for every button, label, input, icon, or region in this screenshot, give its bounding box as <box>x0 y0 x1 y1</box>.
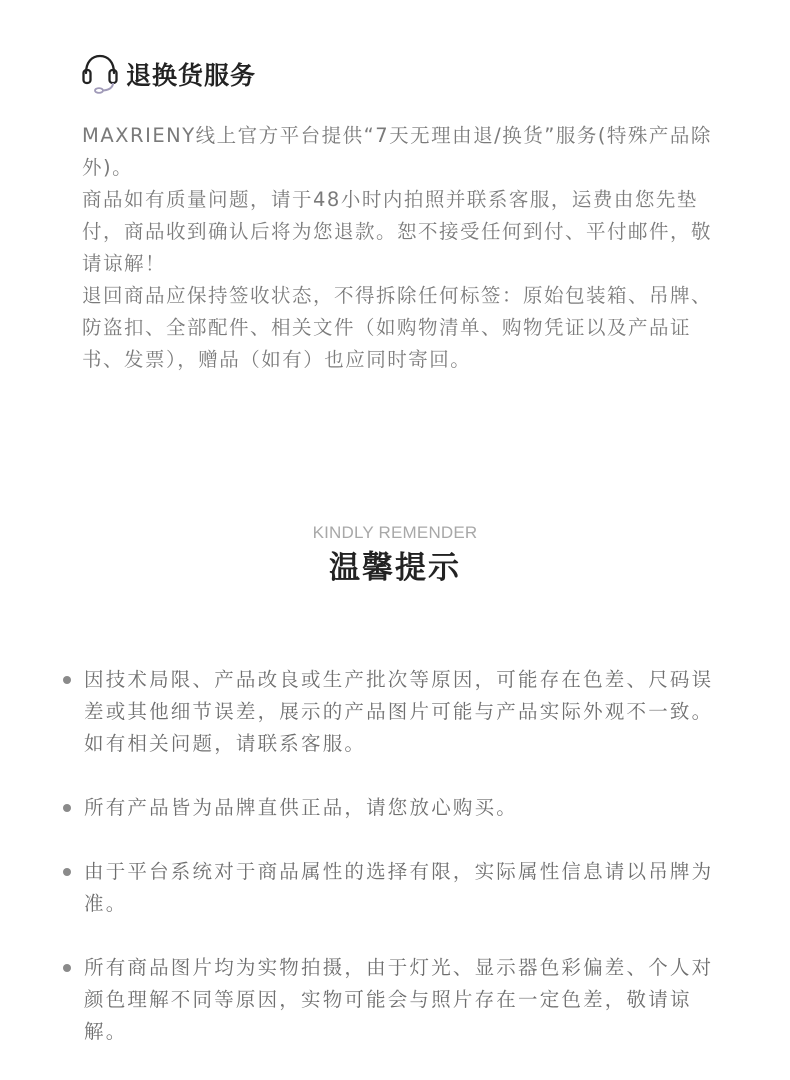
reminder-list <box>62 664 722 1080</box>
reminder-header <box>0 522 790 588</box>
bullet-dot-icon <box>63 804 71 812</box>
reminder-item-text: 所有产品皆为品牌直供正品，请您放心购买。 <box>84 796 519 819</box>
bullet-dot-icon <box>63 676 71 684</box>
return-service-section <box>82 52 722 376</box>
reminder-item-text: 由于平台系统对于商品属性的选择有限，实际属性信息请以吊牌为准。 <box>84 860 714 915</box>
headset-icon <box>82 53 118 95</box>
reminder-item <box>62 856 722 920</box>
return-condition-paragraph: 退回商品应保持签收状态，不得拆除任何标签：原始包装箱、吊牌、防盗扣、全部配件、相关文件（如购物清单、购物凭证以及产品证书、发票），赠品（如有）也应同时寄回。 <box>82 284 713 371</box>
reminder-item <box>62 952 722 1048</box>
reminder-item-text: 因技术局限、产品改良或生产批次等原因，可能存在色差、尺码误差或其他细节误差，展示的产品图片可能与产品实际外观不一致。如有相关问题，请联系客服。 <box>84 668 714 755</box>
return-service-header <box>82 52 722 96</box>
reminder-item-text: 所有商品图片均为实物拍摄，由于灯光、显示器色彩偏差、个人对颜色理解不同等原因，实物可能会与照片存在一定色差，敬请谅解。 <box>84 956 714 1043</box>
reminder-title: 温馨提示 <box>329 550 461 586</box>
reminder-item <box>62 664 722 760</box>
bullet-dot-icon <box>63 868 71 876</box>
return-service-body <box>82 120 722 376</box>
reminder-subtitle: KINDLY REMENDER <box>312 523 478 542</box>
quality-issue-paragraph: 商品如有质量问题，请于48小时内拍照并联系客服，运费由您先垫付，商品收到确认后将为您退款。恕不接受任何到付、平付邮件，敬请谅解！ <box>82 188 713 275</box>
return-service-title: 退换货服务 <box>126 61 257 90</box>
return-policy-paragraph: MAXRIENY线上官方平台提供“7天无理由退/换货”服务(特殊产品除外)。 <box>82 124 712 179</box>
reminder-item <box>62 792 722 824</box>
bullet-dot-icon <box>63 964 71 972</box>
